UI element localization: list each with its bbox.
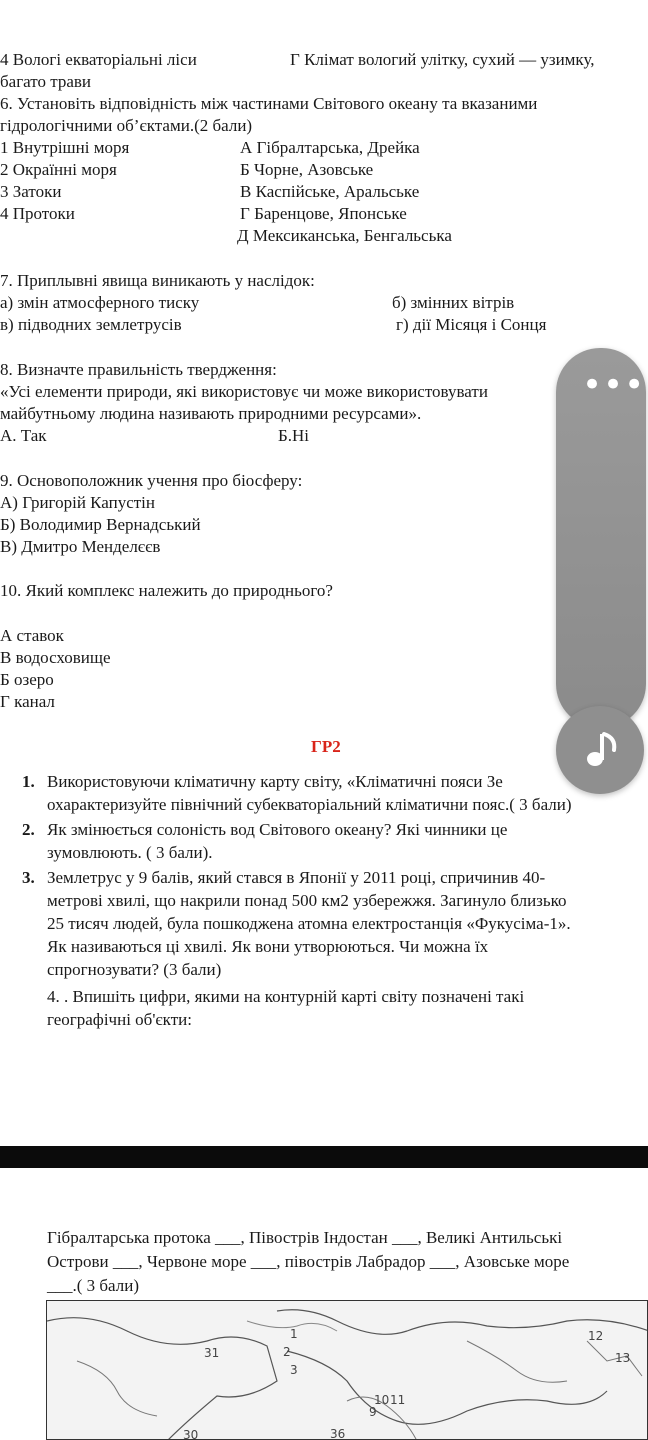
q10-title: 10. Який комплекс належить до природнього?	[0, 581, 333, 600]
q9-option-b: Б) Володимир Вернадський	[0, 515, 201, 534]
q4-option-g: Г Клімат вологий улітку, сухий — узимку,	[290, 50, 595, 69]
q6-left-4: 4 Протоки	[0, 204, 75, 223]
gr2-item3-line2: метрові хвилі, що накрили понад 500 км2 узбережжя. Загинуло близько	[47, 891, 567, 910]
map-label-11: 11	[390, 1393, 406, 1407]
q10-option-1: А ставок	[0, 626, 64, 645]
q4-option-g-cont: багато трави	[0, 72, 92, 91]
q10-option-4: Г канал	[0, 692, 55, 711]
q6-left-2: 2 Окраїнні моря	[0, 160, 117, 179]
gr2-item4-line2: географічні об'єкти:	[47, 1010, 192, 1029]
q8-title: 8. Визначте правильність твердження:	[0, 360, 277, 379]
map-label-3: 3	[290, 1363, 298, 1377]
q8-option-b: Б.Ні	[278, 426, 310, 445]
gr2-item1-line1: Використовуючи кліматичну карту світу, «Кліматичні пояси Зе	[47, 772, 503, 791]
gr2-item2-line1: Як змінюється солоність вод Світового океану? Які чинники це	[47, 820, 508, 839]
q7-option-b: б) змінних вітрів	[392, 293, 515, 312]
more-horizontal-icon[interactable]: •••	[582, 365, 646, 405]
gr2-item3-line1: Землетрус у 9 балів, який стався в Японії у 2011 році, спричинив 40-	[47, 868, 546, 887]
gr2-item3-line3: 25 тисяч людей, була пошкоджена атомна електростанція «Фукусіма-1».	[47, 914, 571, 933]
map-label-31: 31	[204, 1346, 220, 1360]
q6-right-d: Д Мексиканська, Бенгальська	[237, 226, 452, 245]
gr2-item2-line2: зумовлюють. ( 3 бали).	[47, 843, 213, 862]
music-button[interactable]	[556, 706, 644, 794]
section-heading-gr2: ГР2	[311, 737, 341, 756]
q6-left-3: 3 Затоки	[0, 182, 62, 201]
q6-title: 6. Установіть відповідність між частинами Світового океану та вказаними	[0, 94, 538, 113]
q6-right-b: Б Чорне, Азовське	[240, 160, 374, 179]
map-task-line3: ___.( 3 бали)	[47, 1276, 139, 1295]
gr2-item1-number: 1.	[22, 772, 35, 791]
map-label-30: 30	[183, 1428, 199, 1440]
contour-world-map	[46, 1300, 648, 1440]
q8-option-a: А. Так	[0, 426, 47, 445]
q8-statement-2: майбутньому людина називають природними ресурсами».	[0, 404, 422, 423]
map-label-13: 13	[615, 1351, 631, 1365]
q10-option-3: Б озеро	[0, 670, 54, 689]
q6-title-cont: гідрологічними об’єктами.(2 бали)	[0, 116, 253, 135]
gr2-item3-number: 3.	[22, 868, 35, 887]
map-label-36: 36	[330, 1427, 346, 1440]
gr2-item4-line1: 4. . Впишіть цифри, якими на контурній карті світу позначені такі	[47, 987, 525, 1006]
gr2-item1-line2: охарактеризуйте північний субекваторіальний кліматични пояс.( 3 бали)	[47, 795, 572, 814]
map-label-2: 2	[283, 1345, 291, 1359]
map-label-12: 12	[588, 1329, 604, 1343]
q7-option-v: в) підводних землетрусів	[0, 315, 182, 334]
q7-option-a: а) змін атмосферного тиску	[0, 293, 200, 312]
q6-right-a: А Гібралтарська, Дрейка	[240, 138, 420, 157]
q4-option-a: 4 Вологі екваторіальні ліси	[0, 50, 197, 69]
q7-title: 7. Приплывні явища виникають у наслідок:	[0, 271, 315, 290]
map-outline	[47, 1301, 648, 1440]
floating-side-panel[interactable]	[556, 348, 646, 728]
q10-option-2: В водосховище	[0, 648, 111, 667]
music-note-icon	[556, 706, 644, 794]
map-label-9: 9	[369, 1405, 377, 1419]
map-label-1: 1	[290, 1327, 298, 1341]
q9-title: 9. Основоположник учення про біосферу:	[0, 471, 303, 490]
page-divider	[0, 1146, 648, 1168]
gr2-item2-number: 2.	[22, 820, 35, 839]
map-task-line1: Гібралтарська протока ___, Півострів Індостан ___, Великі Антильські	[47, 1228, 563, 1247]
q8-statement-1: «Усі елементи природи, які використовує чи може використовувати	[0, 382, 488, 401]
q7-option-g: г) дії Місяця і Сонця	[396, 315, 547, 334]
q6-right-g: Г Баренцове, Японське	[240, 204, 407, 223]
q6-left-1: 1 Внутрішні моря	[0, 138, 130, 157]
q9-option-a: А) Григорій Капустін	[0, 493, 155, 512]
gr2-item3-line4: Як називаються ці хвилі. Як вони утворюються. Чи можна їх	[47, 937, 489, 956]
map-label-10: 10	[374, 1393, 390, 1407]
q9-option-v: В) Дмитро Менделєєв	[0, 537, 161, 556]
map-task-line2: Острови ___, Червоне море ___, півострів Лабрадор ___, Азовське море	[47, 1252, 570, 1271]
q6-right-v: В Каспійське, Аральське	[240, 182, 420, 201]
gr2-item3-line5: спрогнозувати? (3 бали)	[47, 960, 222, 979]
